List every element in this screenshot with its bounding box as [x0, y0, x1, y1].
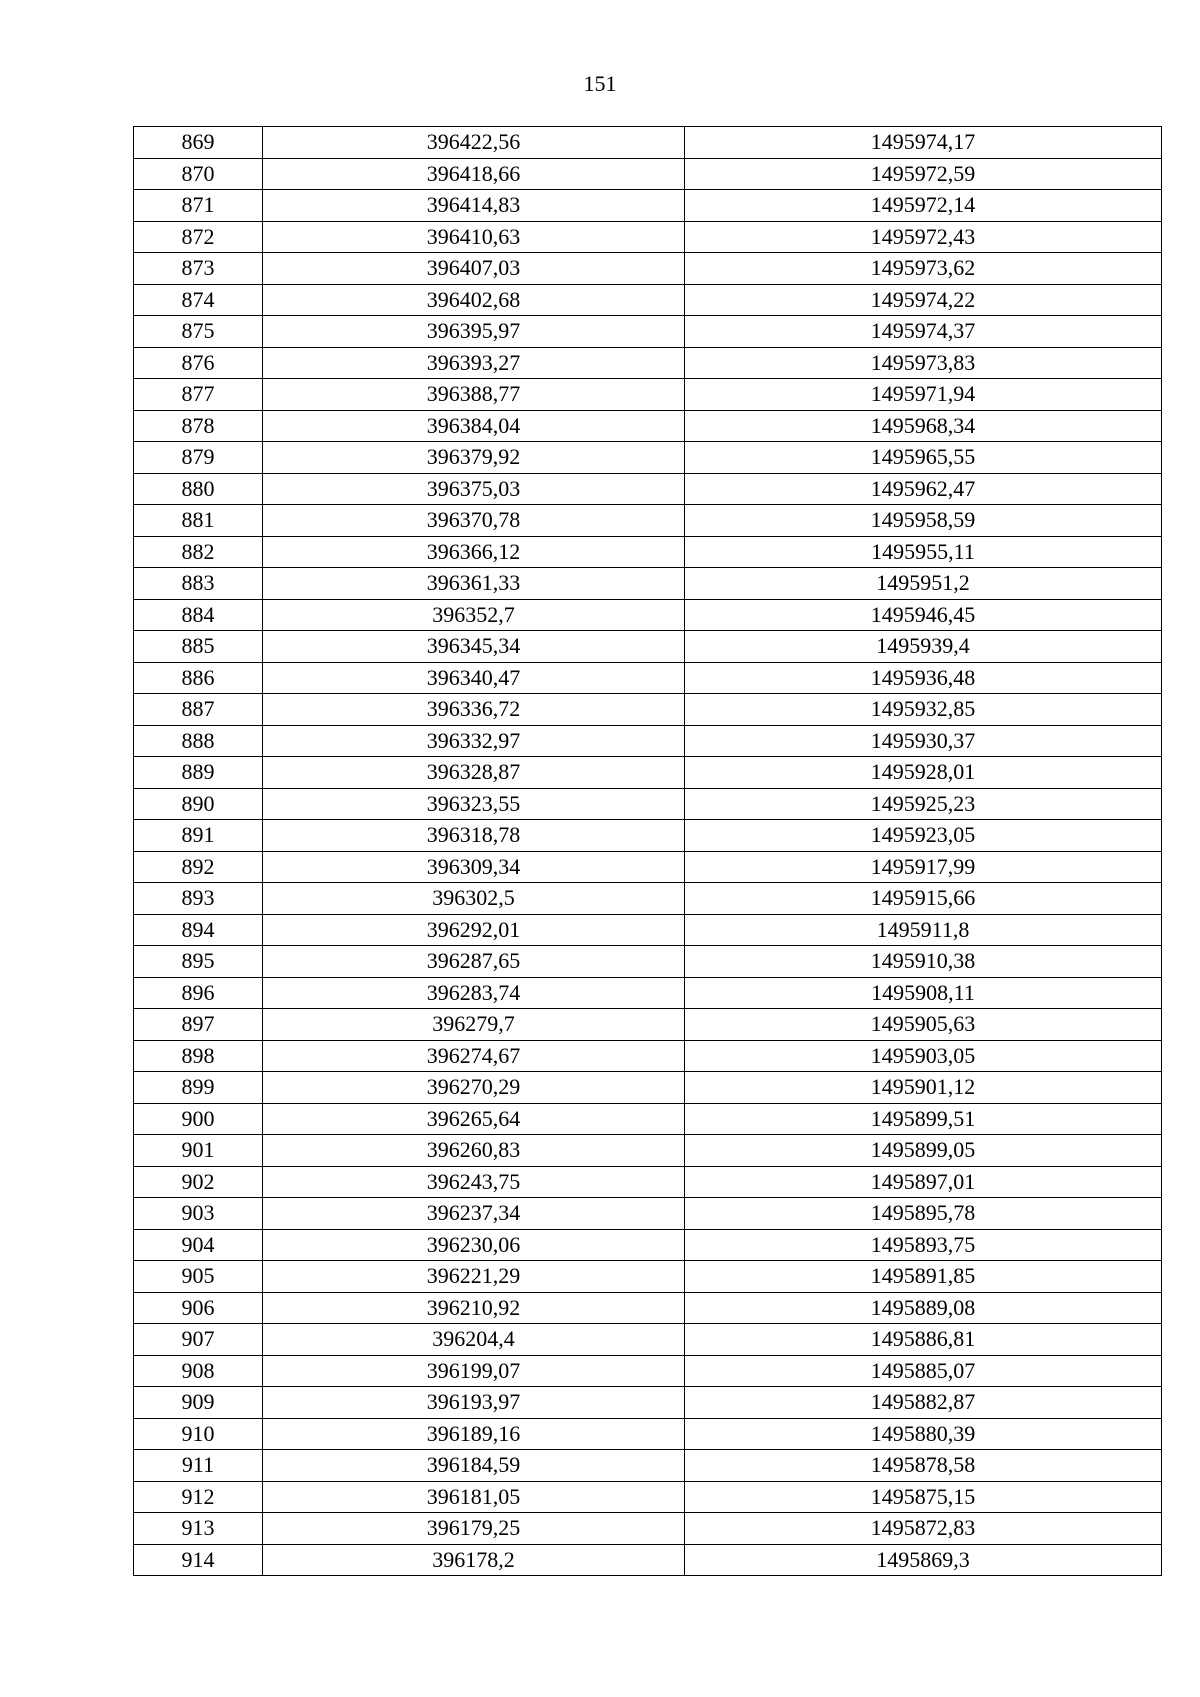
table-row: [134, 253, 1162, 285]
point-number-cell: 914: [134, 1544, 263, 1576]
point-number-cell: 881: [134, 505, 263, 537]
point-number-cell: 893: [134, 883, 263, 915]
x-coordinate-cell: 396287,65: [263, 946, 685, 978]
table-row: [134, 473, 1162, 505]
y-coordinate-cell: 1495917,99: [685, 851, 1162, 883]
table-row: [134, 1166, 1162, 1198]
coordinates-table: [133, 126, 1162, 1576]
y-coordinate-cell: 1495925,23: [685, 788, 1162, 820]
y-coordinate-cell: 1495972,14: [685, 190, 1162, 222]
table-row: [134, 725, 1162, 757]
point-number-cell: 907: [134, 1324, 263, 1356]
point-number-cell: 904: [134, 1229, 263, 1261]
x-coordinate-cell: 396370,78: [263, 505, 685, 537]
x-coordinate-cell: 396199,07: [263, 1355, 685, 1387]
table-row: [134, 1198, 1162, 1230]
y-coordinate-cell: 1495885,07: [685, 1355, 1162, 1387]
point-number-cell: 906: [134, 1292, 263, 1324]
point-number-cell: 878: [134, 410, 263, 442]
y-coordinate-cell: 1495974,17: [685, 127, 1162, 159]
point-number-cell: 886: [134, 662, 263, 694]
table-row: [134, 568, 1162, 600]
x-coordinate-cell: 396260,83: [263, 1135, 685, 1167]
point-number-cell: 888: [134, 725, 263, 757]
point-number-cell: 880: [134, 473, 263, 505]
y-coordinate-cell: 1495899,51: [685, 1103, 1162, 1135]
x-coordinate-cell: 396274,67: [263, 1040, 685, 1072]
table-row: [134, 442, 1162, 474]
x-coordinate-cell: 396407,03: [263, 253, 685, 285]
x-coordinate-cell: 396328,87: [263, 757, 685, 789]
point-number-cell: 892: [134, 851, 263, 883]
table-row: [134, 757, 1162, 789]
point-number-cell: 874: [134, 284, 263, 316]
x-coordinate-cell: 396393,27: [263, 347, 685, 379]
y-coordinate-cell: 1495897,01: [685, 1166, 1162, 1198]
y-coordinate-cell: 1495930,37: [685, 725, 1162, 757]
x-coordinate-cell: 396178,2: [263, 1544, 685, 1576]
x-coordinate-cell: 396422,56: [263, 127, 685, 159]
y-coordinate-cell: 1495905,63: [685, 1009, 1162, 1041]
x-coordinate-cell: 396414,83: [263, 190, 685, 222]
point-number-cell: 887: [134, 694, 263, 726]
table-row: [134, 662, 1162, 694]
table-row: [134, 190, 1162, 222]
point-number-cell: 897: [134, 1009, 263, 1041]
coordinates-table-body: [134, 127, 1162, 1576]
x-coordinate-cell: 396336,72: [263, 694, 685, 726]
x-coordinate-cell: 396323,55: [263, 788, 685, 820]
y-coordinate-cell: 1495936,48: [685, 662, 1162, 694]
table-row: [134, 820, 1162, 852]
y-coordinate-cell: 1495893,75: [685, 1229, 1162, 1261]
point-number-cell: 870: [134, 158, 263, 190]
point-number-cell: 872: [134, 221, 263, 253]
y-coordinate-cell: 1495974,22: [685, 284, 1162, 316]
x-coordinate-cell: 396402,68: [263, 284, 685, 316]
table-row: [134, 410, 1162, 442]
y-coordinate-cell: 1495951,2: [685, 568, 1162, 600]
table-row: [134, 1450, 1162, 1482]
point-number-cell: 910: [134, 1418, 263, 1450]
y-coordinate-cell: 1495878,58: [685, 1450, 1162, 1482]
x-coordinate-cell: 396210,92: [263, 1292, 685, 1324]
table-row: [134, 1261, 1162, 1293]
point-number-cell: 882: [134, 536, 263, 568]
x-coordinate-cell: 396179,25: [263, 1513, 685, 1545]
y-coordinate-cell: 1495973,83: [685, 347, 1162, 379]
point-number-cell: 902: [134, 1166, 263, 1198]
x-coordinate-cell: 396379,92: [263, 442, 685, 474]
table-row: [134, 694, 1162, 726]
x-coordinate-cell: 396279,7: [263, 1009, 685, 1041]
point-number-cell: 891: [134, 820, 263, 852]
x-coordinate-cell: 396388,77: [263, 379, 685, 411]
y-coordinate-cell: 1495895,78: [685, 1198, 1162, 1230]
y-coordinate-cell: 1495880,39: [685, 1418, 1162, 1450]
table-row: [134, 1009, 1162, 1041]
table-row: [134, 631, 1162, 663]
point-number-cell: 876: [134, 347, 263, 379]
y-coordinate-cell: 1495875,15: [685, 1481, 1162, 1513]
table-row: [134, 158, 1162, 190]
table-row: [134, 1481, 1162, 1513]
table-row: [134, 599, 1162, 631]
y-coordinate-cell: 1495911,8: [685, 914, 1162, 946]
point-number-cell: 871: [134, 190, 263, 222]
y-coordinate-cell: 1495968,34: [685, 410, 1162, 442]
point-number-cell: 901: [134, 1135, 263, 1167]
y-coordinate-cell: 1495972,43: [685, 221, 1162, 253]
point-number-cell: 908: [134, 1355, 263, 1387]
table-row: [134, 788, 1162, 820]
point-number-cell: 884: [134, 599, 263, 631]
y-coordinate-cell: 1495958,59: [685, 505, 1162, 537]
y-coordinate-cell: 1495891,85: [685, 1261, 1162, 1293]
table-row: [134, 1103, 1162, 1135]
page-number: 151: [583, 71, 617, 96]
point-number-cell: 913: [134, 1513, 263, 1545]
y-coordinate-cell: 1495869,3: [685, 1544, 1162, 1576]
table-row: [134, 284, 1162, 316]
x-coordinate-cell: 396283,74: [263, 977, 685, 1009]
y-coordinate-cell: 1495939,4: [685, 631, 1162, 663]
table-row: [134, 316, 1162, 348]
table-row: [134, 536, 1162, 568]
table-row: [134, 1513, 1162, 1545]
x-coordinate-cell: 396395,97: [263, 316, 685, 348]
x-coordinate-cell: 396410,63: [263, 221, 685, 253]
y-coordinate-cell: 1495889,08: [685, 1292, 1162, 1324]
x-coordinate-cell: 396230,06: [263, 1229, 685, 1261]
x-coordinate-cell: 396243,75: [263, 1166, 685, 1198]
x-coordinate-cell: 396352,7: [263, 599, 685, 631]
x-coordinate-cell: 396302,5: [263, 883, 685, 915]
table-row: [134, 851, 1162, 883]
table-row: [134, 914, 1162, 946]
y-coordinate-cell: 1495928,01: [685, 757, 1162, 789]
x-coordinate-cell: 396318,78: [263, 820, 685, 852]
point-number-cell: 899: [134, 1072, 263, 1104]
x-coordinate-cell: 396270,29: [263, 1072, 685, 1104]
table-row: [134, 1387, 1162, 1419]
point-number-cell: 911: [134, 1450, 263, 1482]
y-coordinate-cell: 1495955,11: [685, 536, 1162, 568]
point-number-cell: 898: [134, 1040, 263, 1072]
point-number-cell: 900: [134, 1103, 263, 1135]
y-coordinate-cell: 1495908,11: [685, 977, 1162, 1009]
table-row: [134, 379, 1162, 411]
point-number-cell: 875: [134, 316, 263, 348]
x-coordinate-cell: 396332,97: [263, 725, 685, 757]
y-coordinate-cell: 1495901,12: [685, 1072, 1162, 1104]
y-coordinate-cell: 1495903,05: [685, 1040, 1162, 1072]
x-coordinate-cell: 396204,4: [263, 1324, 685, 1356]
x-coordinate-cell: 396366,12: [263, 536, 685, 568]
x-coordinate-cell: 396384,04: [263, 410, 685, 442]
y-coordinate-cell: 1495882,87: [685, 1387, 1162, 1419]
point-number-cell: 903: [134, 1198, 263, 1230]
y-coordinate-cell: 1495972,59: [685, 158, 1162, 190]
table-row: [134, 1324, 1162, 1356]
x-coordinate-cell: 396345,34: [263, 631, 685, 663]
table-row: [134, 1292, 1162, 1324]
x-coordinate-cell: 396189,16: [263, 1418, 685, 1450]
x-coordinate-cell: 396292,01: [263, 914, 685, 946]
y-coordinate-cell: 1495910,38: [685, 946, 1162, 978]
table-row: [134, 1544, 1162, 1576]
y-coordinate-cell: 1495962,47: [685, 473, 1162, 505]
table-row: [134, 347, 1162, 379]
y-coordinate-cell: 1495973,62: [685, 253, 1162, 285]
table-row: [134, 221, 1162, 253]
x-coordinate-cell: 396184,59: [263, 1450, 685, 1482]
y-coordinate-cell: 1495915,66: [685, 883, 1162, 915]
y-coordinate-cell: 1495946,45: [685, 599, 1162, 631]
y-coordinate-cell: 1495974,37: [685, 316, 1162, 348]
x-coordinate-cell: 396221,29: [263, 1261, 685, 1293]
point-number-cell: 869: [134, 127, 263, 159]
table-row: [134, 1135, 1162, 1167]
point-number-cell: 877: [134, 379, 263, 411]
point-number-cell: 879: [134, 442, 263, 474]
point-number-cell: 873: [134, 253, 263, 285]
table-row: [134, 1040, 1162, 1072]
x-coordinate-cell: 396193,97: [263, 1387, 685, 1419]
x-coordinate-cell: 396181,05: [263, 1481, 685, 1513]
x-coordinate-cell: 396265,64: [263, 1103, 685, 1135]
x-coordinate-cell: 396361,33: [263, 568, 685, 600]
y-coordinate-cell: 1495886,81: [685, 1324, 1162, 1356]
y-coordinate-cell: 1495872,83: [685, 1513, 1162, 1545]
x-coordinate-cell: 396237,34: [263, 1198, 685, 1230]
y-coordinate-cell: 1495965,55: [685, 442, 1162, 474]
y-coordinate-cell: 1495923,05: [685, 820, 1162, 852]
point-number-cell: 885: [134, 631, 263, 663]
x-coordinate-cell: 396340,47: [263, 662, 685, 694]
point-number-cell: 883: [134, 568, 263, 600]
point-number-cell: 895: [134, 946, 263, 978]
table-row: [134, 977, 1162, 1009]
point-number-cell: 894: [134, 914, 263, 946]
point-number-cell: 912: [134, 1481, 263, 1513]
x-coordinate-cell: 396309,34: [263, 851, 685, 883]
table-row: [134, 883, 1162, 915]
point-number-cell: 890: [134, 788, 263, 820]
y-coordinate-cell: 1495899,05: [685, 1135, 1162, 1167]
table-row: [134, 1229, 1162, 1261]
y-coordinate-cell: 1495932,85: [685, 694, 1162, 726]
point-number-cell: 909: [134, 1387, 263, 1419]
table-row: [134, 1418, 1162, 1450]
y-coordinate-cell: 1495971,94: [685, 379, 1162, 411]
table-row: [134, 1072, 1162, 1104]
point-number-cell: 905: [134, 1261, 263, 1293]
table-row: [134, 1355, 1162, 1387]
table-row: [134, 946, 1162, 978]
x-coordinate-cell: 396375,03: [263, 473, 685, 505]
point-number-cell: 896: [134, 977, 263, 1009]
table-row: [134, 505, 1162, 537]
table-row: [134, 127, 1162, 159]
x-coordinate-cell: 396418,66: [263, 158, 685, 190]
point-number-cell: 889: [134, 757, 263, 789]
